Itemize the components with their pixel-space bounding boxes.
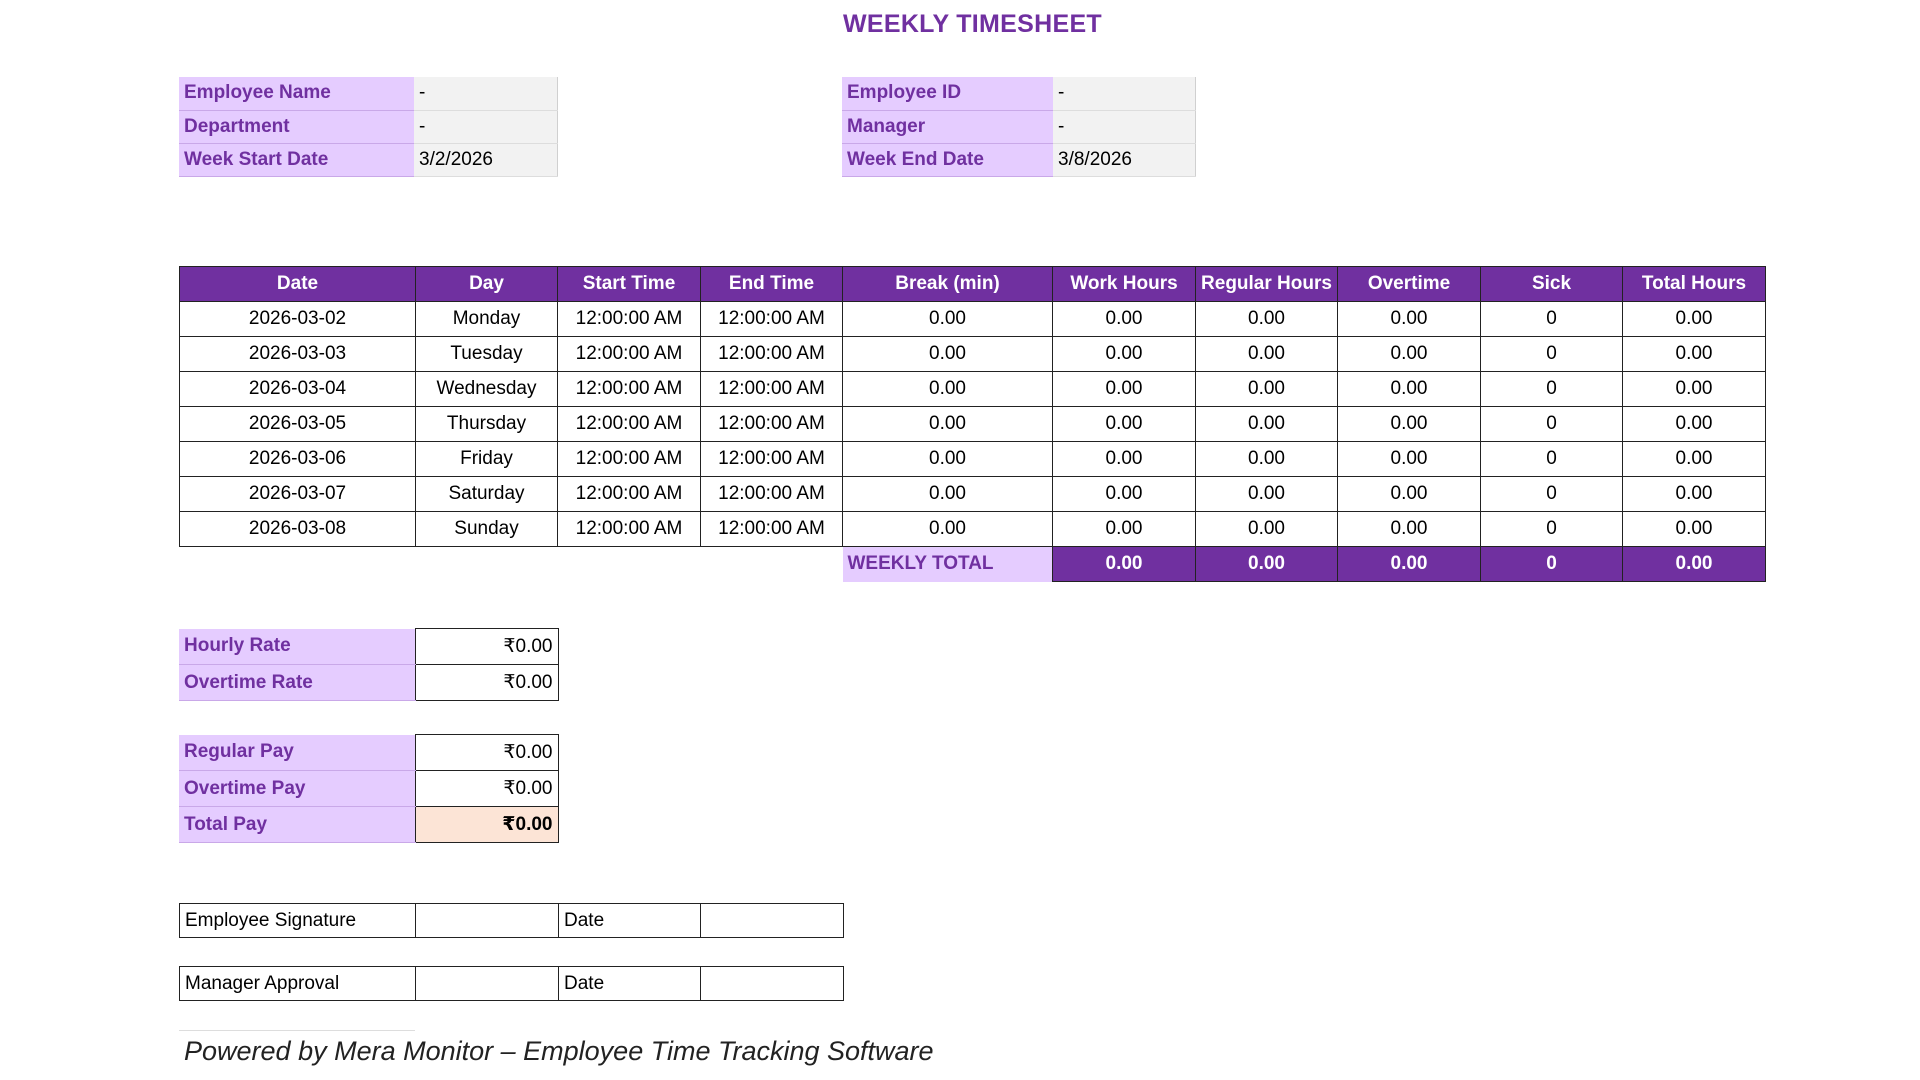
cell-date: 2026-03-05 — [180, 407, 416, 442]
overtime-rate-field[interactable]: ₹0.00 — [415, 665, 558, 701]
week-start-date-field[interactable]: 3/2/2026 — [414, 143, 557, 176]
table-row — [180, 477, 1766, 512]
cell-sick[interactable]: 0 — [1481, 442, 1623, 477]
cell-break[interactable]: 0.00 — [843, 442, 1053, 477]
employee-id-field[interactable]: - — [1053, 77, 1195, 110]
header-work-hours: Work Hours — [1053, 267, 1196, 302]
employee-date-field[interactable] — [701, 904, 844, 938]
cell-end-time[interactable]: 12:00:00 AM — [701, 372, 843, 407]
employee-name-label: Employee Name — [179, 77, 414, 110]
header-day: Day — [416, 267, 558, 302]
week-end-date-label: Week End Date — [842, 143, 1053, 176]
header-end-time: End Time — [701, 267, 843, 302]
cell-break[interactable]: 0.00 — [843, 512, 1053, 547]
pay-summary — [179, 628, 559, 843]
week-start-date-label: Week Start Date — [179, 143, 414, 176]
cell-start-time[interactable]: 12:00:00 AM — [558, 442, 701, 477]
total-pay-value: ₹0.00 — [415, 807, 558, 843]
cell-overtime: 0.00 — [1338, 442, 1481, 477]
cell-work-hours: 0.00 — [1053, 337, 1196, 372]
weekly-total-row — [180, 547, 1766, 582]
cell-overtime: 0.00 — [1338, 302, 1481, 337]
weekly-total-regular-hours: 0.00 — [1196, 547, 1338, 582]
weekly-total-label: WEEKLY TOTAL — [843, 547, 1053, 582]
cell-start-time[interactable]: 12:00:00 AM — [558, 407, 701, 442]
table-row — [180, 407, 1766, 442]
employee-id-label: Employee ID — [842, 77, 1053, 110]
table-row — [180, 512, 1766, 547]
cell-end-time[interactable]: 12:00:00 AM — [701, 407, 843, 442]
cell-regular-hours: 0.00 — [1196, 407, 1338, 442]
cell-start-time[interactable]: 12:00:00 AM — [558, 477, 701, 512]
cell-sick[interactable]: 0 — [1481, 302, 1623, 337]
weekly-total-work-hours: 0.00 — [1053, 547, 1196, 582]
cell-regular-hours: 0.00 — [1196, 302, 1338, 337]
cell-date: 2026-03-03 — [180, 337, 416, 372]
total-pay-label: Total Pay — [179, 807, 415, 843]
cell-sick[interactable]: 0 — [1481, 477, 1623, 512]
cell-overtime: 0.00 — [1338, 337, 1481, 372]
cell-sick[interactable]: 0 — [1481, 337, 1623, 372]
cell-total-hours: 0.00 — [1623, 302, 1766, 337]
department-field[interactable]: - — [414, 110, 557, 143]
cell-regular-hours: 0.00 — [1196, 512, 1338, 547]
footer-credit: Powered by Mera Monitor – Employee Time Tracking Software — [184, 1036, 934, 1066]
header-total-hours: Total Hours — [1623, 267, 1766, 302]
manager-date-label: Date — [559, 967, 701, 1001]
page-title: WEEKLY TIMESHEET — [842, 10, 1102, 38]
employee-name-field[interactable]: - — [414, 77, 557, 110]
cell-regular-hours: 0.00 — [1196, 372, 1338, 407]
cell-day: Friday — [416, 442, 558, 477]
overtime-pay-label: Overtime Pay — [179, 771, 415, 807]
cell-break[interactable]: 0.00 — [843, 407, 1053, 442]
cell-work-hours: 0.00 — [1053, 407, 1196, 442]
cell-day: Monday — [416, 302, 558, 337]
cell-total-hours: 0.00 — [1623, 337, 1766, 372]
cell-end-time[interactable]: 12:00:00 AM — [701, 442, 843, 477]
manager-field[interactable]: - — [1053, 110, 1195, 143]
cell-break[interactable]: 0.00 — [843, 337, 1053, 372]
cell-work-hours: 0.00 — [1053, 442, 1196, 477]
cell-regular-hours: 0.00 — [1196, 442, 1338, 477]
cell-overtime: 0.00 — [1338, 372, 1481, 407]
cell-day: Tuesday — [416, 337, 558, 372]
cell-day: Wednesday — [416, 372, 558, 407]
cell-work-hours: 0.00 — [1053, 372, 1196, 407]
manager-label: Manager — [842, 110, 1053, 143]
manager-approval-field[interactable] — [416, 967, 559, 1001]
employee-info-right — [842, 77, 1196, 177]
manager-date-field[interactable] — [701, 967, 844, 1001]
weekly-total-total-hours: 0.00 — [1623, 547, 1766, 582]
cell-break[interactable]: 0.00 — [843, 302, 1053, 337]
cell-overtime: 0.00 — [1338, 512, 1481, 547]
overtime-pay-value: ₹0.00 — [415, 771, 558, 807]
cell-total-hours: 0.00 — [1623, 372, 1766, 407]
cell-date: 2026-03-04 — [180, 372, 416, 407]
regular-pay-label: Regular Pay — [179, 735, 415, 771]
cell-start-time[interactable]: 12:00:00 AM — [558, 337, 701, 372]
employee-signature-row — [179, 903, 844, 938]
regular-pay-value: ₹0.00 — [415, 735, 558, 771]
table-row — [180, 442, 1766, 477]
cell-sick[interactable]: 0 — [1481, 512, 1623, 547]
table-row — [180, 302, 1766, 337]
employee-info-left — [179, 77, 558, 177]
cell-date: 2026-03-07 — [180, 477, 416, 512]
cell-date: 2026-03-06 — [180, 442, 416, 477]
header-sick: Sick — [1481, 267, 1623, 302]
cell-regular-hours: 0.00 — [1196, 477, 1338, 512]
cell-break[interactable]: 0.00 — [843, 372, 1053, 407]
manager-approval-label: Manager Approval — [180, 967, 416, 1001]
cell-end-time[interactable]: 12:00:00 AM — [701, 512, 843, 547]
cell-end-time[interactable]: 12:00:00 AM — [701, 337, 843, 372]
table-header-row — [180, 267, 1766, 302]
table-row — [180, 337, 1766, 372]
header-regular-hours: Regular Hours — [1196, 267, 1338, 302]
cell-day: Sunday — [416, 512, 558, 547]
cell-sick[interactable]: 0 — [1481, 372, 1623, 407]
cell-day: Saturday — [416, 477, 558, 512]
cell-start-time[interactable]: 12:00:00 AM — [558, 372, 701, 407]
table-row — [180, 372, 1766, 407]
department-label: Department — [179, 110, 414, 143]
cell-date: 2026-03-08 — [180, 512, 416, 547]
cell-work-hours: 0.00 — [1053, 512, 1196, 547]
header-break: Break (min) — [843, 267, 1053, 302]
cell-day: Thursday — [416, 407, 558, 442]
cell-total-hours: 0.00 — [1623, 512, 1766, 547]
cell-overtime: 0.00 — [1338, 407, 1481, 442]
cell-break[interactable]: 0.00 — [843, 477, 1053, 512]
cell-total-hours: 0.00 — [1623, 442, 1766, 477]
cell-work-hours: 0.00 — [1053, 477, 1196, 512]
hourly-rate-label: Hourly Rate — [179, 629, 415, 665]
cell-regular-hours: 0.00 — [1196, 337, 1338, 372]
employee-date-label: Date — [559, 904, 701, 938]
cell-end-time[interactable]: 12:00:00 AM — [701, 477, 843, 512]
employee-signature-label: Employee Signature — [180, 904, 416, 938]
weekly-total-overtime: 0.00 — [1338, 547, 1481, 582]
weekly-total-sick: 0 — [1481, 547, 1623, 582]
header-overtime: Overtime — [1338, 267, 1481, 302]
cell-overtime: 0.00 — [1338, 477, 1481, 512]
overtime-rate-label: Overtime Rate — [179, 665, 415, 701]
cell-sick[interactable]: 0 — [1481, 407, 1623, 442]
cell-work-hours: 0.00 — [1053, 302, 1196, 337]
week-end-date-field[interactable]: 3/8/2026 — [1053, 143, 1195, 176]
cell-date: 2026-03-02 — [180, 302, 416, 337]
hourly-rate-field[interactable]: ₹0.00 — [415, 629, 558, 665]
header-start-time: Start Time — [558, 267, 701, 302]
cell-total-hours: 0.00 — [1623, 407, 1766, 442]
employee-signature-field[interactable] — [416, 904, 559, 938]
cell-start-time[interactable]: 12:00:00 AM — [558, 302, 701, 337]
cell-total-hours: 0.00 — [1623, 477, 1766, 512]
cell-start-time[interactable]: 12:00:00 AM — [558, 512, 701, 547]
header-date: Date — [180, 267, 416, 302]
manager-approval-row — [179, 966, 844, 1001]
timesheet-table — [179, 266, 1766, 582]
cell-end-time[interactable]: 12:00:00 AM — [701, 302, 843, 337]
divider — [179, 1030, 415, 1031]
